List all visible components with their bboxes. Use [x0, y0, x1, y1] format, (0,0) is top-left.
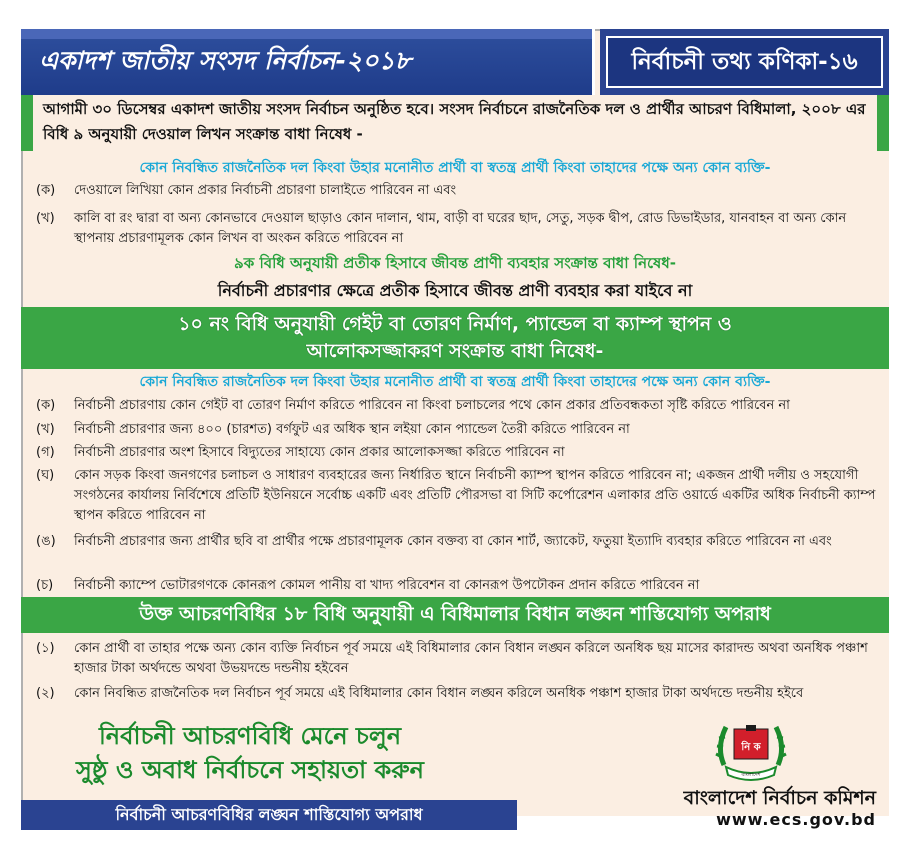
- item-text: কোন সড়ক কিংবা জনগণের চলাচল ও সাধারণ ব্যবহারের জন্য নির্ধারিত স্থানে নির্বাচনী ক্যাম্প স্থাপন করিতে পারিবেন না; একজন প্রার্থী দলীয় ও সহযোগী সংগঠনের কার্যালয় নির্বিশেষে প্রতিটি ইউনিয়নে সর্বোচ্চ একটি এবং প্রতিটি পৌরসভা বা সিটি কর্পোরেশন এলাকার প্রতি ওয়ার্ডে একটির অধিক নির্বাচনী ক্যাম্প স্থাপন করিতে পারিবেন না: [74, 468, 876, 523]
- list-item: [36, 181, 879, 201]
- website-link[interactable]: www.ecs.gov.bd: [716, 810, 876, 829]
- list-item: [36, 396, 879, 416]
- rule10-heading-line2: আলোকসজ্জাকরণ সংক্রান্ত বাধা নিষেধ-: [306, 340, 604, 362]
- rule10-heading: [21, 311, 889, 365]
- bottom-warning-text: নির্বাচনী আচরণবিধির লঙ্ঘন শাস্তিযোগ্য অপরাধ: [115, 804, 423, 824]
- ribbon-icon: [726, 767, 776, 780]
- item-number: (গ): [36, 445, 55, 460]
- list-item: [36, 466, 879, 526]
- ballot-box-icon: [734, 725, 768, 759]
- item-number: (ঙ): [36, 534, 56, 549]
- header-right-box: [606, 36, 883, 88]
- item-number: (চ): [36, 578, 54, 593]
- rule9k-heading: ৯ক বিধি অনুযায়ী প্রতীক হিসাবে জীবন্ত প্রাণী ব্যবহার সংক্রান্ত বাধা নিষেধ-: [234, 254, 676, 272]
- bottom-warning-bar: [21, 800, 517, 830]
- organization-name: বাংলাদেশ নির্বাচন কমিশন: [683, 787, 876, 809]
- rule10-heading-line1: ১০ নং বিধি অনুযায়ী গেইট বা তোরণ নির্মাণ, প্যান্ডেল বা ক্যাম্প স্থাপন ও: [178, 313, 732, 335]
- item-number: (ক): [36, 183, 56, 198]
- section1-lead: কোন নিবন্ধিত রাজনৈতিক দল কিংবা উহার মনোনীত প্রার্থী বা স্বতন্ত্র প্রার্থী কিংবা তাহাদের পক্ষে অন্য কোন ব্যক্তি-: [139, 160, 771, 176]
- item-text: কোন নিবন্ধিত রাজনৈতিক দল নির্বাচন পূর্ব সময়ে এই বিধিমালার কোন বিধান লঙ্ঘন করিলে অনধিক পঞ্চাশ হাজার টাকা অর্থদন্ডে দন্ডনীয় হইবে: [74, 686, 804, 701]
- list-item: [36, 684, 879, 704]
- section2-lead: কোন নিবন্ধিত রাজনৈতিক দল কিংবা উহার মনোনীত প্রার্থী বা স্বতন্ত্র প্রার্থী কিংবা তাহাদের পক্ষে অন্য কোন ব্যক্তি-: [139, 374, 771, 390]
- logo-letters: নি ক: [741, 742, 761, 753]
- rule9k-text: নির্বাচনী প্রচারণার ক্ষেত্রে প্রতীক হিসাবে জীবন্ত প্রাণী ব্যবহার করা যাইবে না: [217, 281, 693, 300]
- item-text: নির্বাচনী প্রচারণার অংশ হিসাবে বিদ্যুতের সাহায্যে কোন প্রকার আলোকসজ্জা করিতে পারিবেন না: [74, 445, 565, 460]
- item-number: (২): [36, 686, 55, 701]
- item-text: নির্বাচনী প্রচারণায় কোন গেইট বা তোরণ নির্মাণ করিতে পারিবেন না কিংবা চলাচলের পথে কোন প্রকার প্রতিবন্ধকতা সৃষ্টি করিতে পারিবেন না: [74, 398, 790, 413]
- item-text: কোন প্রার্থী বা তাহার পক্ষে অন্য কোন ব্যক্তি নির্বাচন পূর্ব সময়ে এই বিধিমালার কোন বিধান লঙ্ঘন করিলে অনধিক ছয় মাসের কারাদন্ড অথবা অনধিক পঞ্চাশ হাজার টাকা অর্থদন্ডে অথবা উভয়দন্ডে দন্ডনীয় হইবেন: [74, 641, 868, 676]
- item-number: (ঘ): [36, 468, 55, 483]
- slogan-line2: সুষ্ঠু ও অবাধ নির্বাচনে সহায়তা করুন: [76, 756, 424, 784]
- item-text: নির্বাচনী প্রচারণার জন্য প্রার্থীর ছবি বা প্রার্থীর পক্ষে প্রচারণামূলক কোন বক্তব্য বা কোন শার্ট, জ্যাকেট, ফতুয়া ইত্যাদি ব্যবহার করিতে পারিবেন না এবং: [74, 534, 832, 549]
- list-item: [36, 532, 879, 552]
- item-number: (ক): [36, 398, 56, 413]
- election-commission-logo: [712, 709, 790, 787]
- header-right-title: নির্বাচনী তথ্য কণিকা-১৬: [631, 48, 858, 75]
- intro-band: [21, 95, 889, 151]
- list-item: [36, 443, 879, 463]
- rule18-heading: উক্ত আচরণবিধির ১৮ বিধি অনুযায়ী এ বিধিমালার বিধান লঙ্ঘন শাস্তিযোগ্য অপরাধ: [139, 603, 771, 625]
- list-item: [36, 209, 879, 249]
- header-right-banner: [600, 29, 889, 95]
- slogan-line1: নির্বাচনী আচরণবিধি মেনে চলুন: [98, 722, 402, 750]
- intro-text: আগামী ৩০ ডিসেম্বর একাদশ জাতীয় সংসদ নির্বাচন অনুষ্ঠিত হবে। সংসদ নির্বাচনে রাজনৈতিক দল ও প্রার্থীর আচরণ বিধিমালা, ২০০৮ এর বিধি ৯ অনুযায়ী দেওয়াল লিখন সংক্রান্ত বাধা নিষেধ -: [33, 95, 877, 151]
- list-item: [36, 420, 879, 440]
- item-text: কালি বা রং দ্বারা বা অন্য কোনভাবে দেওয়াল ছাড়াও কোন দালান, থাম, বাড়ী বা ঘরের ছাদ, সেতু, সড়ক দ্বীপ, রোড ডিভাইডার, যানবাহন বা অন্য কোন স্থাপনায় প্রচারণামূলক কোন লিখন বা অংকন করিতে পারিবেন না: [74, 211, 847, 246]
- list-item: [36, 639, 879, 679]
- header-left-title: একাদশ জাতীয় সংসদ নির্বাচন-২০১৮: [39, 45, 411, 75]
- item-text: নির্বাচনী প্রচারণার জন্য ৪০০ (চারশত) বর্গফুট এর অধিক স্থান লইয়া কোন প্যান্ডেল তৈরী করিতে পারিবেন না: [74, 422, 630, 437]
- item-number: (১): [36, 641, 55, 656]
- rule18-band: [21, 597, 889, 633]
- item-number: (খ): [36, 211, 55, 226]
- logo-ribbon-text: বাংলাদেশ: [741, 772, 761, 778]
- rule10-band: [21, 307, 889, 369]
- list-item: [36, 576, 879, 596]
- item-number: (খ): [36, 422, 55, 437]
- item-text: নির্বাচনী ক্যাম্পে ভোটারগণকে কোনরূপ কোমল পানীয় বা খাদ্য পরিবেশন বা কোনরূপ উপঢৌকন প্রদান করিতে পারিবেন না: [74, 578, 700, 593]
- item-text: দেওয়ালে লিখিয়া কোন প্রকার নির্বাচনী প্রচারণা চালাইতে পারিবেন না এবং: [74, 183, 457, 198]
- header-left-banner: [21, 29, 595, 95]
